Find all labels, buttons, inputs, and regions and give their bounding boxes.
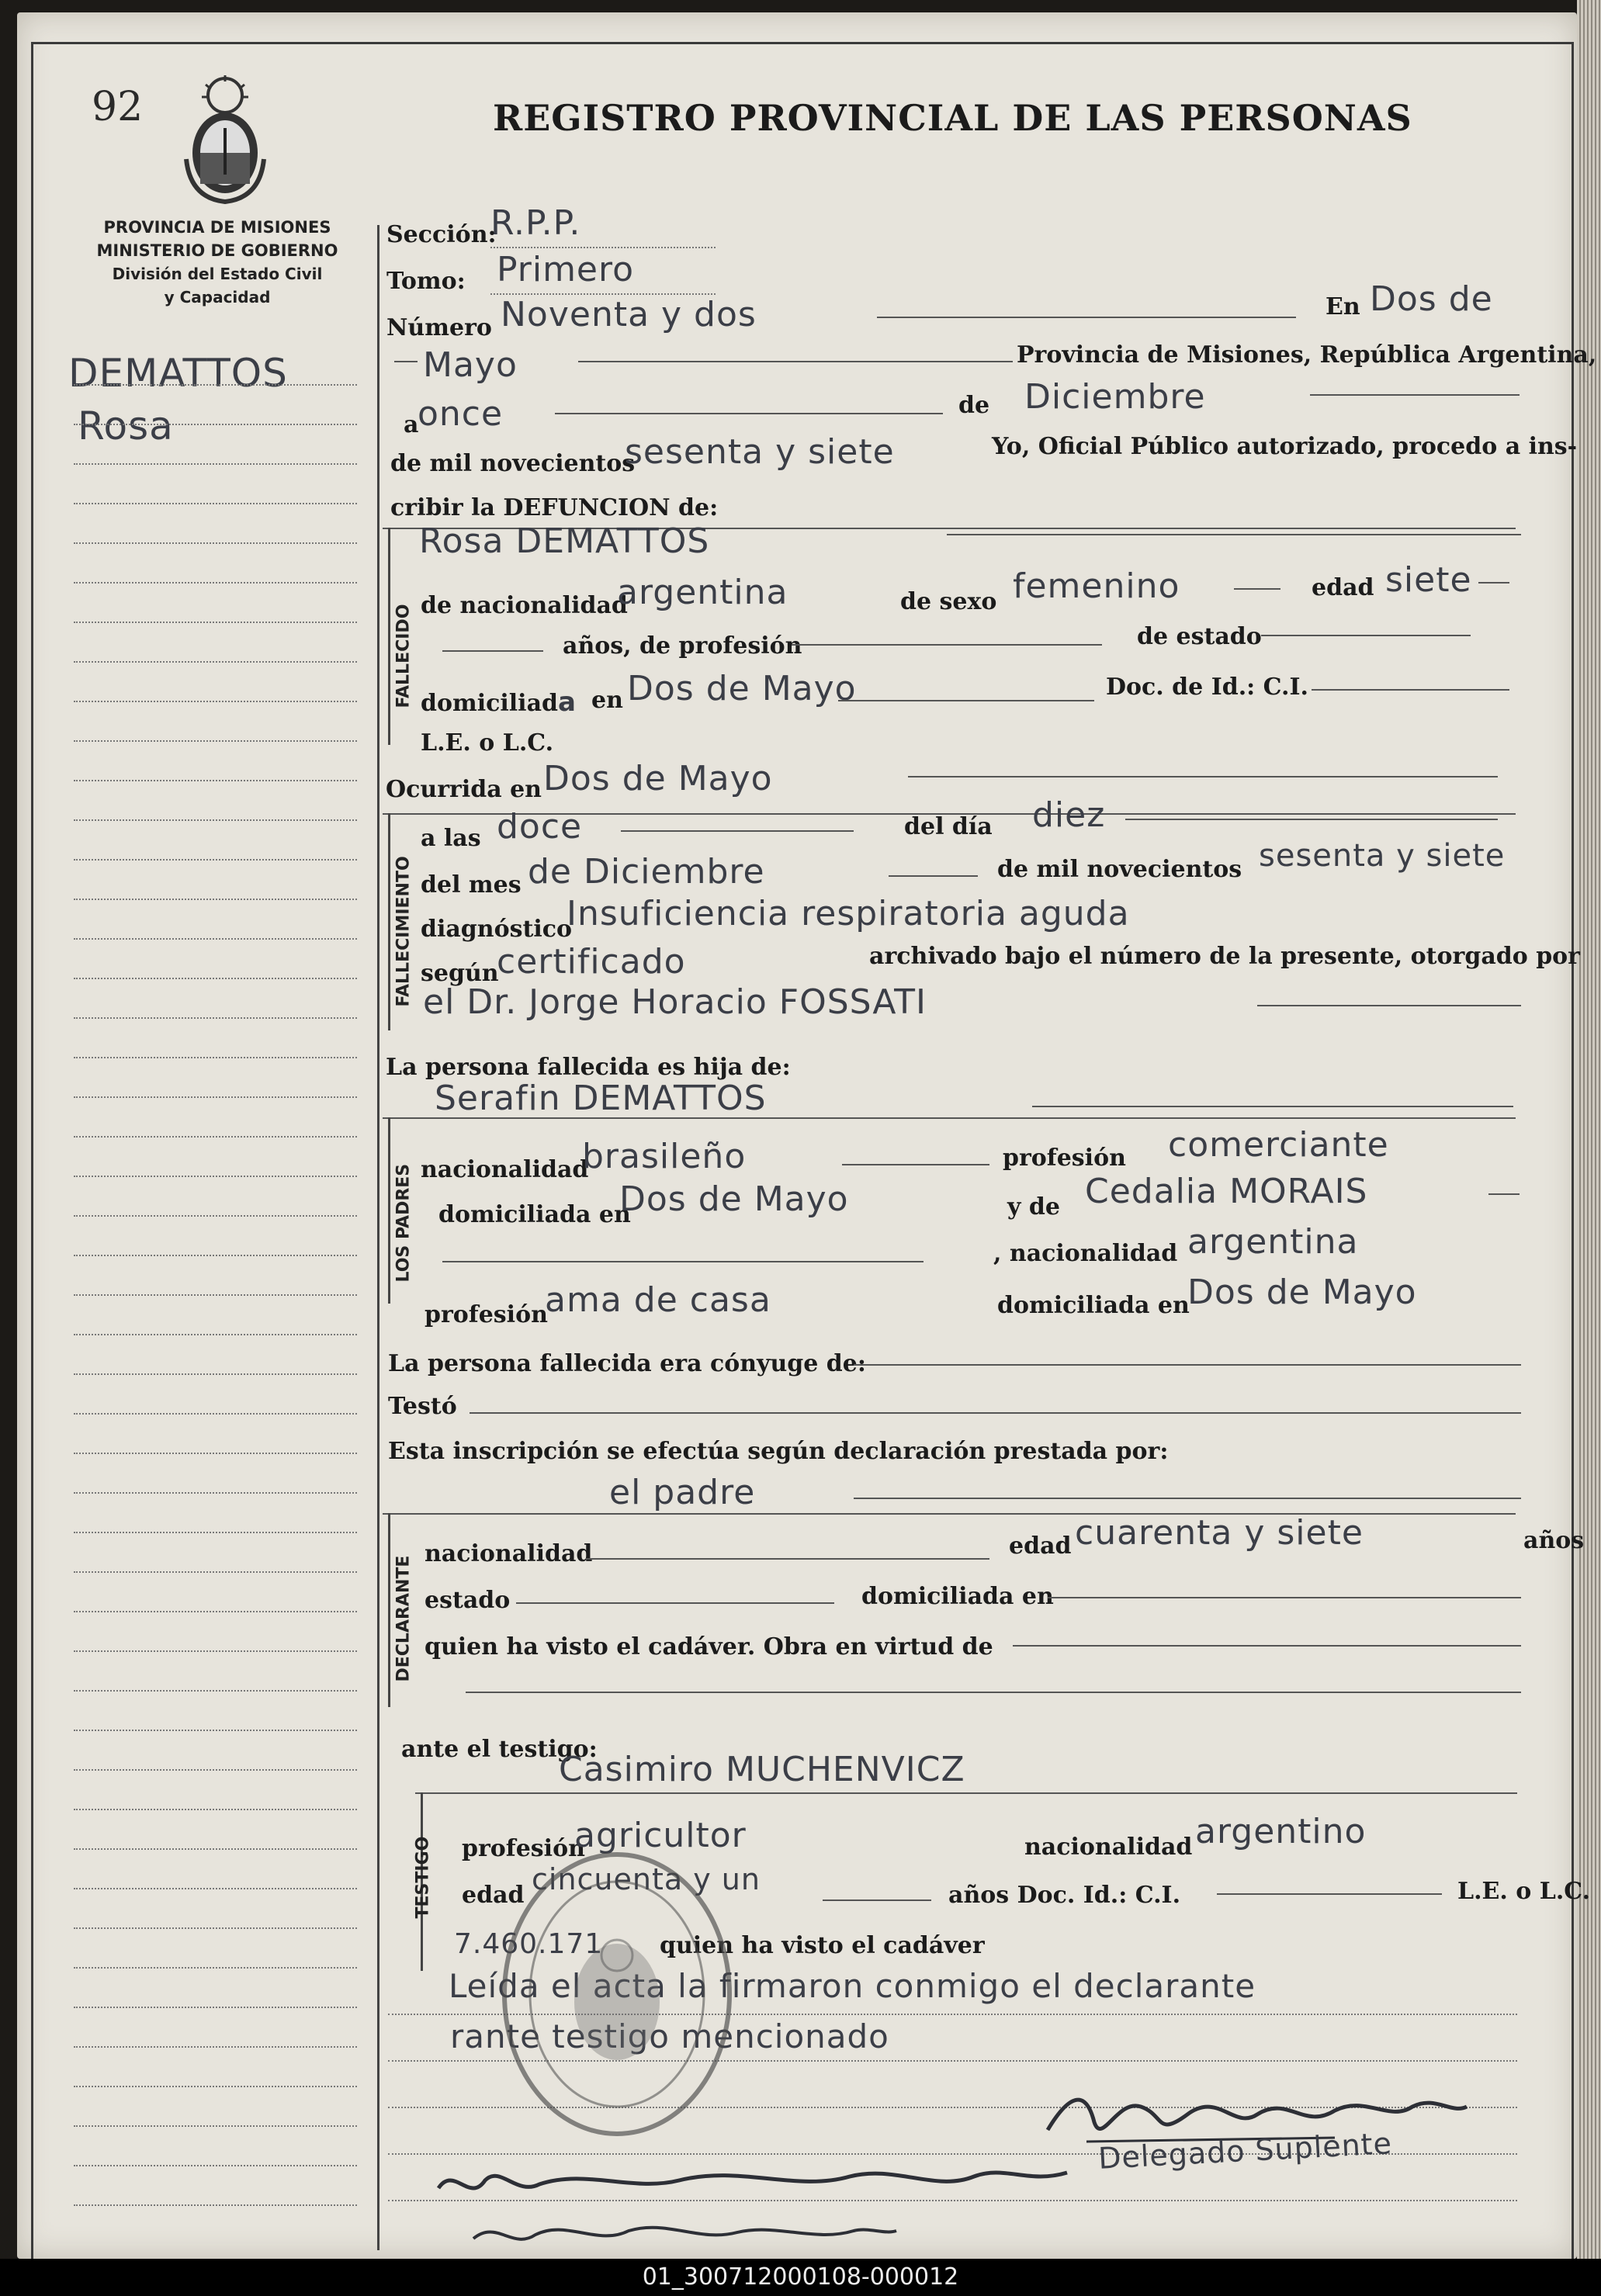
ante-testigo-label: ante el testigo: bbox=[401, 1736, 598, 1763]
anos-label: años bbox=[1523, 1527, 1585, 1554]
margin-line bbox=[74, 978, 357, 979]
sexo-label: de sexo bbox=[900, 588, 997, 615]
page-title: REGISTRO PROVINCIAL DE LAS PERSONAS bbox=[493, 97, 1412, 139]
deceased-address: Dos de Mayo bbox=[627, 669, 857, 708]
margin-line bbox=[74, 1017, 357, 1019]
margin-line bbox=[74, 582, 357, 584]
margin-line bbox=[74, 542, 357, 544]
margin-line bbox=[74, 2125, 357, 2127]
ocurrida-label: Ocurrida en bbox=[386, 776, 542, 803]
dia-value: once bbox=[418, 394, 504, 434]
mother-nationality-label: , nacionalidad bbox=[993, 1240, 1178, 1267]
field-line bbox=[578, 361, 1013, 362]
inscripcion-label: Esta inscripción se efectúa según declaración prestada por: bbox=[388, 1438, 1169, 1465]
fallecimiento-side-label: FALLECIMIENTO bbox=[393, 856, 414, 1007]
field-line bbox=[586, 1558, 989, 1560]
margin-line bbox=[74, 2007, 357, 2008]
tomo-value: Primero bbox=[497, 250, 635, 289]
oficial-label: Yo, Oficial Público autorizado, procedo a ins- bbox=[992, 433, 1578, 460]
margin-line bbox=[74, 622, 357, 623]
provincia-label: Provincia de Misiones, República Argentina, bbox=[1017, 341, 1597, 369]
deceased-sex: femenino bbox=[1013, 566, 1180, 606]
margin-line bbox=[74, 701, 357, 702]
mother-name: Cedalia MORAIS bbox=[1085, 1172, 1368, 1211]
field-line bbox=[470, 1412, 1521, 1414]
margin-line bbox=[74, 1532, 357, 1533]
de-mil-label: de mil novecientos bbox=[390, 450, 636, 477]
y-de-label: y de bbox=[1007, 1193, 1060, 1221]
declarant-age-label: edad bbox=[1009, 1532, 1072, 1560]
margin-line bbox=[74, 1848, 357, 1850]
margin-line bbox=[74, 503, 357, 504]
mayo-value: Mayo bbox=[423, 345, 518, 385]
column-divider bbox=[377, 225, 379, 2250]
margin-line bbox=[74, 2086, 357, 2087]
closing-line-1: Leída el acta la firmaron conmigo el declarante bbox=[449, 1967, 1256, 2005]
page-number: 92 bbox=[92, 84, 144, 130]
field-line bbox=[442, 1261, 924, 1262]
declarante-side-label: DECLARANTE bbox=[393, 1555, 414, 1682]
margin-line bbox=[74, 424, 357, 425]
witness-age-label: edad bbox=[462, 1882, 525, 1909]
margin-line bbox=[74, 1927, 357, 1929]
de-label: de bbox=[958, 392, 990, 419]
field-line bbox=[1488, 1193, 1520, 1195]
margin-line bbox=[74, 1650, 357, 1652]
profesion-label: años, de profesión bbox=[563, 632, 802, 660]
margin-line bbox=[74, 938, 357, 940]
father-name: Serafin DEMATTOS bbox=[435, 1079, 767, 1118]
witness-name: Casimiro MUCHENVICZ bbox=[559, 1750, 965, 1789]
province-label: PROVINCIA DE MISIONES bbox=[103, 218, 331, 237]
margin-line bbox=[74, 859, 357, 861]
declarant-nationality-label: nacionalidad bbox=[425, 1540, 593, 1567]
section-bracket bbox=[388, 528, 390, 745]
section-rule bbox=[415, 1792, 1517, 1794]
witness-doc-label: años Doc. Id.: C.I. bbox=[948, 1882, 1181, 1909]
death-year: sesenta y siete bbox=[1259, 838, 1506, 874]
death-month: de Diciembre bbox=[528, 852, 765, 892]
estado-label: de estado bbox=[1137, 623, 1262, 650]
margin-given-name: Rosa bbox=[78, 403, 174, 448]
margin-line bbox=[74, 463, 357, 465]
margin-line bbox=[74, 2165, 357, 2166]
field-line bbox=[394, 361, 418, 362]
en-domicilio-label: en bbox=[591, 687, 623, 714]
margin-surname: DEMATTOS bbox=[68, 351, 288, 396]
field-line bbox=[1261, 635, 1471, 636]
declarant-address-label: domiciliada en bbox=[861, 1583, 1054, 1610]
field-line bbox=[889, 875, 978, 877]
tomo-label: Tomo: bbox=[386, 268, 466, 295]
margin-line bbox=[74, 1888, 357, 1889]
nacionalidad-label: de nacionalidad bbox=[421, 592, 628, 619]
margin-line bbox=[74, 1571, 357, 1573]
field-line bbox=[1312, 689, 1509, 691]
de-mil-fallecimiento-label: de mil novecientos bbox=[997, 856, 1242, 883]
section-bracket bbox=[388, 1513, 390, 1707]
field-line bbox=[621, 830, 854, 832]
witness-profession: agricultor bbox=[574, 1816, 747, 1855]
segun-label: según bbox=[421, 960, 499, 987]
father-profession: comerciante bbox=[1168, 1125, 1389, 1165]
death-hour: doce bbox=[497, 807, 583, 847]
margin-line bbox=[74, 1255, 357, 1256]
closing-line-2: rante testigo mencionado bbox=[450, 2017, 889, 2055]
father-profession-label: profesión bbox=[1003, 1145, 1126, 1172]
le-lc-label: L.E. o L.C. bbox=[421, 729, 554, 757]
physician: el Dr. Jorge Horacio FOSSATI bbox=[423, 982, 927, 1022]
ministry-label: MINISTERIO DE GOBIERNO bbox=[96, 241, 338, 260]
margin-line bbox=[74, 1057, 357, 1058]
margin-line bbox=[74, 661, 357, 663]
witness-le-lc-label: L.E. o L.C. bbox=[1457, 1878, 1591, 1905]
official-seal-stamp bbox=[497, 1847, 737, 2142]
coat-of-arms-icon bbox=[175, 74, 275, 206]
testigo-side-label: TESTIGO bbox=[413, 1836, 433, 1919]
domiciliad-suffix: a bbox=[558, 687, 577, 718]
margin-line bbox=[74, 2046, 357, 2048]
witness-signature bbox=[466, 2215, 900, 2254]
declarant: el padre bbox=[609, 1473, 756, 1512]
diagnosis: Insuficiencia respiratoria aguda bbox=[567, 894, 1130, 933]
field-line bbox=[947, 534, 1521, 535]
deceased-name: Rosa DEMATTOS bbox=[419, 521, 710, 561]
capacity-label: y Capacidad bbox=[164, 288, 271, 306]
padres-side-label: LOS PADRES bbox=[393, 1163, 414, 1283]
mother-profession: ama de casa bbox=[545, 1280, 771, 1320]
field-line bbox=[1310, 394, 1520, 396]
field-line bbox=[877, 317, 1296, 318]
margin-line bbox=[74, 819, 357, 821]
margin-line bbox=[74, 1096, 357, 1098]
margin-line bbox=[74, 1294, 357, 1296]
field-line bbox=[792, 644, 1102, 646]
margin-line bbox=[74, 780, 357, 781]
section-bracket bbox=[388, 813, 390, 1030]
witness-ci: 7.460.171 bbox=[454, 1928, 604, 1960]
field-line bbox=[842, 1164, 989, 1165]
field-line bbox=[854, 1498, 1521, 1499]
book-page-edges bbox=[1577, 0, 1601, 2270]
division-label: División del Estado Civil bbox=[112, 265, 323, 283]
field-line bbox=[1048, 1597, 1521, 1598]
ano-value: sesenta y siete bbox=[625, 432, 895, 472]
fallecido-side-label: FALLECIDO bbox=[393, 604, 414, 708]
margin-line bbox=[74, 1334, 357, 1335]
mother-address-label: domiciliada en bbox=[997, 1292, 1190, 1319]
a-las-label: a las bbox=[421, 825, 481, 852]
en-label: En bbox=[1326, 293, 1360, 320]
archivado-label: archivado bajo el número de la presente, otorgado por bbox=[869, 943, 1580, 970]
field-line bbox=[442, 650, 543, 652]
numero-value: Noventa y dos bbox=[501, 295, 757, 334]
margin-line bbox=[74, 1967, 357, 1969]
margin-line bbox=[74, 1809, 357, 1810]
certificate: certificado bbox=[497, 942, 686, 982]
field-line bbox=[466, 1692, 1521, 1693]
mes-value: Diciembre bbox=[1024, 377, 1206, 417]
witness-age: cincuenta y un bbox=[532, 1862, 761, 1896]
field-line bbox=[838, 700, 1094, 701]
margin-line bbox=[74, 384, 357, 386]
field-line bbox=[1217, 1893, 1442, 1895]
witness-nationality: argentino bbox=[1195, 1812, 1367, 1851]
numero-label: Número bbox=[386, 314, 492, 341]
father-address: Dos de Mayo bbox=[619, 1179, 849, 1219]
margin-line bbox=[74, 899, 357, 900]
father-nationality: brasileño bbox=[582, 1137, 747, 1176]
margin-line bbox=[74, 1136, 357, 1138]
doc-id-label: Doc. de Id.: C.I. bbox=[1106, 674, 1308, 701]
field-line bbox=[823, 1899, 931, 1901]
margin-line bbox=[74, 740, 357, 742]
declarant-age: cuarenta y siete bbox=[1075, 1513, 1364, 1553]
hija-de-label: La persona fallecida es hija de: bbox=[386, 1054, 791, 1081]
margin-line bbox=[74, 1730, 357, 1731]
declarant-state-label: estado bbox=[425, 1587, 511, 1614]
declarant-signature bbox=[431, 2149, 1075, 2219]
diagnostico-label: diagnóstico bbox=[421, 916, 573, 943]
margin-line bbox=[74, 2204, 357, 2206]
defuncion-label: cribir la DEFUNCION de: bbox=[390, 494, 719, 521]
margin-line bbox=[74, 1176, 357, 1177]
section-bracket bbox=[388, 1117, 390, 1304]
del-mes-label: del mes bbox=[421, 871, 522, 899]
seccion-label: Sección: bbox=[386, 221, 497, 248]
del-dia-label: del día bbox=[904, 813, 993, 840]
mother-nationality: argentina bbox=[1187, 1222, 1359, 1262]
mother-profession-label: profesión bbox=[425, 1301, 548, 1328]
domiciliad-text: domiciliad bbox=[421, 690, 558, 717]
margin-line bbox=[74, 1611, 357, 1612]
witness-cadaver-label: quien ha visto el cadáver bbox=[660, 1932, 985, 1959]
field-line bbox=[1257, 1005, 1521, 1006]
field-line bbox=[1013, 1645, 1521, 1647]
field-line bbox=[490, 247, 716, 248]
margin-line bbox=[74, 1492, 357, 1494]
margin-line bbox=[74, 1453, 357, 1454]
witness-nationality-label: nacionalidad bbox=[1024, 1834, 1193, 1861]
witness-profession-label: profesión bbox=[462, 1835, 585, 1862]
field-line bbox=[555, 413, 943, 414]
cadaver-label: quien ha visto el cadáver. Obra en virtud de bbox=[425, 1633, 993, 1661]
deceased-age: siete bbox=[1385, 560, 1472, 600]
margin-line bbox=[74, 1373, 357, 1375]
official-title: Delegado Suplente bbox=[1097, 2126, 1393, 2176]
death-place: Dos de Mayo bbox=[543, 759, 773, 798]
field-line bbox=[516, 1602, 834, 1604]
margin-line bbox=[74, 1690, 357, 1692]
field-line bbox=[1032, 1106, 1513, 1107]
image-id-footer: 01_300712000108-000012 bbox=[0, 2259, 1601, 2296]
a-label: a bbox=[404, 411, 419, 438]
margin-line bbox=[74, 1215, 357, 1217]
conyuge-label: La persona fallecida era cónyuge de: bbox=[388, 1350, 866, 1377]
margin-line bbox=[74, 1413, 357, 1415]
en-value: Dos de bbox=[1370, 279, 1493, 319]
mother-address: Dos de Mayo bbox=[1187, 1273, 1417, 1312]
father-nationality-label: nacionalidad bbox=[421, 1156, 589, 1183]
field-line bbox=[1478, 582, 1509, 584]
field-line bbox=[1234, 588, 1280, 590]
field-line bbox=[854, 1364, 1521, 1366]
seccion-value: R.P.P. bbox=[490, 203, 581, 243]
deceased-nationality: argentina bbox=[617, 573, 788, 612]
domicilio-label bbox=[421, 687, 577, 718]
field-line bbox=[908, 776, 1498, 777]
testo-label: Testó bbox=[388, 1393, 457, 1420]
edad-label: edad bbox=[1312, 574, 1374, 601]
death-day: diez bbox=[1032, 795, 1106, 835]
field-line bbox=[1125, 819, 1498, 820]
father-address-label: domiciliada en bbox=[438, 1201, 631, 1228]
margin-line bbox=[74, 1769, 357, 1771]
ministry-heading bbox=[70, 216, 365, 309]
